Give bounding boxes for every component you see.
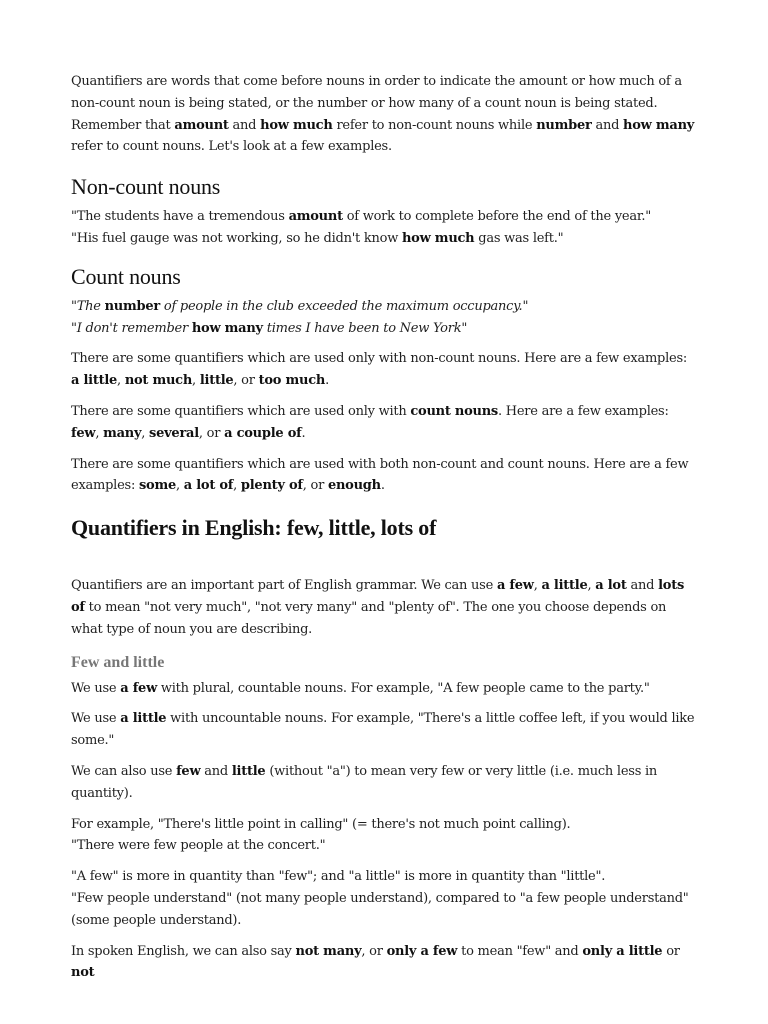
comparison-paragraph: "A few" is more in quantity than "few"; and "a little" is more in quantity than "little". "Few people understand" (not many people understand), compared to "a few people understand" (some people understand). — [71, 869, 689, 928]
few-little-no-article-paragraph: We can also use few and little (without "a") to mean very few or very little (i.e. much less in quantity). — [71, 763, 658, 801]
count-example-2: "I don't remember how many times I have been to New York" — [71, 320, 468, 336]
count-quantifiers-paragraph: There are some quantifiers which are used only with count nouns. Here are a few examples: few, many, several, or a couple of. — [71, 403, 669, 441]
example-paragraph-1: For example, "There's little point in calling" (= there's not much point calling). "There were few people at the concert." — [71, 816, 571, 854]
noncount-example-2: "His fuel gauge was not working, so he didn't know how much gas was left." — [71, 230, 564, 246]
noncount-quantifiers-paragraph: There are some quantifiers which are used only with non-count nouns. Here are a few examples: a little, not much, little, or too much. — [71, 351, 688, 389]
few-little-heading: Few and little — [71, 653, 165, 671]
noncount-heading: Non-count nouns — [71, 174, 221, 200]
section2-heading: Quantifiers in English: few, little, lots of — [71, 515, 437, 541]
both-quantifiers-paragraph: There are some quantifiers which are used with both non-count and count nouns. Here are a few examples: some, a lot of, plenty of, or enough. — [71, 456, 689, 494]
a-little-paragraph: We use a little with uncountable nouns. For example, "There's a little coffee left, if you would like some." — [71, 711, 695, 749]
document-page — [71, 71, 697, 984]
a-few-paragraph: We use a few with plural, countable nouns. For example, "A few people came to the party." — [71, 680, 650, 696]
spoken-english-paragraph: In spoken English, we can also say not many, or only a few to mean "few" and only a little or not — [71, 943, 680, 981]
intro-paragraph: Quantifiers are words that come before nouns in order to indicate the amount or how much of a non-count noun is being stated, or the number or how many of a count noun is being stated. Remember that amount and how much refer to non-count nouns while number and how many refer to count nouns. Let's look at a few examples. — [71, 74, 695, 155]
noncount-example-1: "The students have a tremendous amount of work to complete before the end of the year." — [71, 209, 652, 225]
count-example-1: "The number of people in the club exceeded the maximum occupancy." — [71, 298, 529, 314]
count-heading: Count nouns — [71, 263, 181, 289]
section2-intro-paragraph: Quantifiers are an important part of English grammar. We can use a few, a little, a lot and lots of to mean "not very much", "not very many" and "plenty of". The one you choose depends on what type of noun you are describing. — [71, 578, 685, 637]
